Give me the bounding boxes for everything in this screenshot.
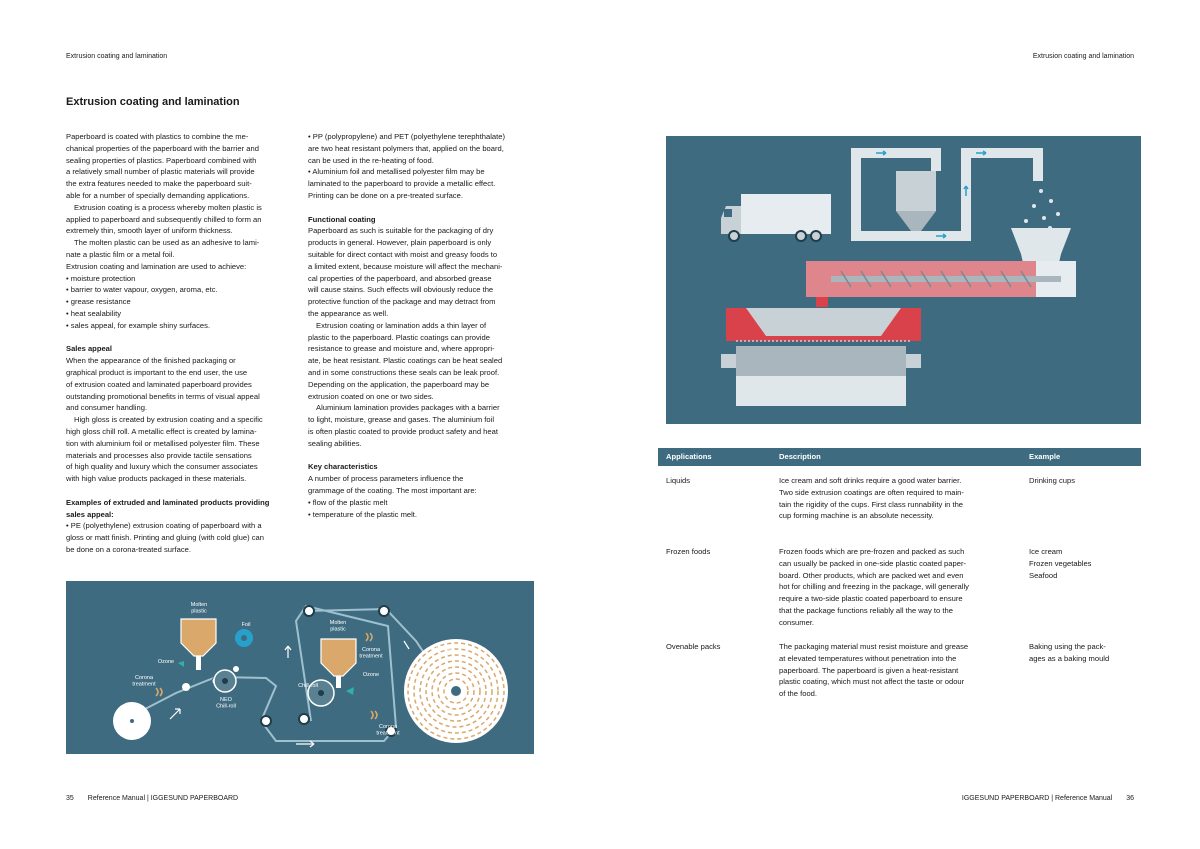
text-line: Depending on the application, the paperboard may be bbox=[308, 379, 490, 389]
text-line: chanical properties of the paperboard with the barrier and bbox=[66, 143, 259, 153]
text-line: • PP (polypropylene) and PET (polyethylene terephthalate) bbox=[308, 132, 505, 141]
text-line: able for a number of specially demanding applications. bbox=[66, 190, 250, 200]
text-line: products in general. However, plain paperboard is only bbox=[308, 238, 492, 248]
text-line: the extra features needed to make the paperboard suit- bbox=[66, 179, 252, 189]
silo-icon bbox=[896, 171, 936, 231]
cell-description: Frozen foods which are pre-frozen and packed as such can usually be packed in one-side plastic coated paper- board. Other products, which are packed wet and even hot for chilling and freezing in the package, will generally require a two-side plastic coated paperboard to ensure that the package functions reliably all the way to the consumer. bbox=[779, 547, 969, 627]
text-line: applied to paperboard and subsequently chilled to form an bbox=[66, 214, 262, 224]
cell-application: Ovenable packs bbox=[666, 642, 721, 651]
text-line: Printing can be done on a pre-treated surface. bbox=[308, 190, 463, 200]
cell-application: Liquids bbox=[666, 476, 691, 485]
text-line: Extrusion coating is a process whereby molten plastic is bbox=[74, 202, 262, 212]
table-row bbox=[658, 546, 1141, 641]
text-line: Paperboard as such is suitable for the packaging of dry bbox=[308, 226, 494, 236]
text-line: a relatively small number of plastic materials will provide bbox=[66, 167, 255, 177]
text-line: suitable for direct contact with moist and greasy foods to bbox=[308, 249, 498, 259]
text-line: and in some constructions these seals can be leak proof. bbox=[308, 367, 500, 377]
table-row bbox=[658, 475, 1141, 546]
text-line: of high quality and luxury which the consumer associates bbox=[66, 462, 258, 472]
text-line: resistance to grease and moisture and, where appropri- bbox=[308, 344, 495, 354]
label-ozone-1: Ozone bbox=[157, 659, 175, 665]
label-neo-chill: NEO Chill-roll bbox=[216, 697, 236, 710]
text-line: • PE (polyethylene) extrusion coating of paperboard with a bbox=[66, 521, 262, 531]
text-line: sealing abilities. bbox=[308, 438, 362, 448]
text-line: plastic to the paperboard. Plastic coatings can provide bbox=[308, 332, 490, 342]
footer-right-text: IGGESUND PAPERBOARD | Reference Manual bbox=[961, 795, 1113, 802]
label-corona-3: Corona treatment bbox=[376, 724, 400, 737]
text-line: When the appearance of the finished packaging or bbox=[66, 356, 236, 366]
label-molten-plastic-2: Molten plastic bbox=[329, 620, 347, 633]
text-line: High gloss is created by extrusion coating and a specific bbox=[74, 415, 263, 425]
page-title: Extrusion coating and lamination bbox=[66, 96, 240, 108]
label-molten-plastic-1: Molten plastic bbox=[190, 602, 208, 615]
molten-plastic-hopper-2-icon bbox=[321, 639, 356, 676]
label-ozone-2: Ozone bbox=[362, 672, 380, 678]
text-line: will cause stains. Such effects will obviously reduce the bbox=[308, 285, 494, 295]
text-line: laminated to the paperboard to provide a metallic effect. bbox=[308, 179, 496, 189]
cell-example: Ice cream Frozen vegetables Seafood bbox=[1029, 547, 1092, 580]
text-line: protective function of the package and may detract from bbox=[308, 297, 496, 307]
text-line: sales appeal: bbox=[66, 509, 114, 519]
text-line: A number of process parameters influence the bbox=[308, 474, 464, 484]
text-line: Paperboard is coated with plastics to combine the me- bbox=[66, 132, 249, 141]
text-line: cal properties of the paperboard, and absorbed grease bbox=[308, 273, 492, 283]
cell-description: Ice cream and soft drinks require a good water barrier. Two side extrusion coatings are often required to main- tain the rigidity of the cups. First class runnability in the cup forming machine is an absolute necessity. bbox=[779, 476, 964, 521]
header-example: Example bbox=[1029, 452, 1061, 462]
text-line: • temperature of the plastic melt. bbox=[308, 509, 418, 519]
text-line: ate, be heat resistant. Plastic coatings can be heat sealed bbox=[308, 356, 503, 366]
text-line: are two heat resistant polymers that, applied on the board, bbox=[308, 143, 504, 153]
label-reel-up: Reel up bbox=[433, 646, 453, 652]
text-line: be done on a corona-treated surface. bbox=[66, 544, 191, 554]
text-line: Extrusion coating or lamination adds a thin layer of bbox=[316, 320, 487, 330]
footer-right bbox=[962, 795, 1134, 802]
section-heading: Functional coating bbox=[308, 214, 376, 224]
text-line: sealing properties of plastics. Paperboard combined with bbox=[66, 155, 257, 165]
text-line: nate a plastic film or a metal foil. bbox=[66, 249, 175, 259]
text-line: high gloss chill roll. A metallic effect is created by lamina- bbox=[66, 426, 257, 436]
text-line: graphical product is important to the end user, the use bbox=[66, 367, 248, 377]
text-line: • flow of the plastic melt bbox=[308, 497, 388, 507]
text-line: tion with aluminium foil or metallised polyester film. These bbox=[66, 438, 260, 448]
text-line: a limited extent, because moisture will affect the mechani- bbox=[308, 261, 503, 271]
molten-plastic-hopper-icon bbox=[181, 619, 216, 656]
section-heading: Key characteristics bbox=[308, 462, 378, 472]
lamination-process-diagram bbox=[66, 581, 534, 754]
text-line: The molten plastic can be used as an adhesive to lami- bbox=[74, 238, 260, 248]
text-line: extrusion coated on one or two sides. bbox=[308, 391, 434, 401]
text-line: • Aluminium foil and metallised polyester film may be bbox=[308, 167, 485, 177]
text-line: the appearance as well. bbox=[308, 308, 389, 318]
chill-roll bbox=[736, 346, 906, 376]
footer-left bbox=[66, 795, 238, 802]
cell-example: Drinking cups bbox=[1029, 476, 1076, 485]
page-number-left: 35 bbox=[66, 795, 74, 802]
header-applications: Applications bbox=[666, 452, 712, 462]
running-header-right: Extrusion coating and lamination bbox=[1032, 53, 1134, 60]
text-line: grammage of the coating. The most important are: bbox=[308, 485, 477, 495]
applications-table bbox=[658, 448, 1141, 700]
text-line: outstanding promotional benefits in terms of visual appeal bbox=[66, 391, 260, 401]
reel-up-icon bbox=[404, 639, 508, 743]
text-line: gloss or matt finish. Printing and gluing (with cold glue) can bbox=[66, 533, 264, 543]
extruder-illustration bbox=[666, 136, 1141, 424]
text-line: is often plastic coated to provide product safety and heat bbox=[308, 426, 498, 436]
label-foil: Foil bbox=[241, 622, 251, 628]
section-heading: Examples of extruded and laminated products providing bbox=[66, 497, 270, 507]
text-line: materials and processes also provide tactile sensations bbox=[66, 450, 252, 460]
section-heading: Sales appeal bbox=[66, 344, 113, 354]
text-line: extremely thin, smooth layer of uniform thickness. bbox=[66, 226, 233, 236]
text-line: • grease resistance bbox=[66, 297, 131, 307]
cell-description: The packaging material must resist moisture and grease at elevated temperatures without penetration into the paperboard. The paperboard is given a heat-resistant plastic coating, which must not affect the taste or odour of the food. bbox=[779, 642, 969, 699]
text-line: Extrusion coating and lamination are used to achieve: bbox=[66, 261, 247, 271]
table-row bbox=[658, 641, 1141, 700]
text-line: • barrier to water vapour, oxygen, aroma, etc. bbox=[66, 285, 218, 295]
text-column-1 bbox=[66, 131, 294, 556]
running-header-left: Extrusion coating and lamination bbox=[66, 53, 168, 60]
text-column-2 bbox=[308, 131, 534, 520]
text-line: and consumer handling. bbox=[66, 403, 148, 413]
text-line: can be used in the re-heating of food. bbox=[308, 155, 434, 165]
cell-application: Frozen foods bbox=[666, 547, 711, 556]
text-line: to light, moisture, grease and gases. The aluminium foil bbox=[308, 415, 495, 425]
truck-icon bbox=[721, 194, 831, 241]
footer-left-text: Reference Manual | IGGESUND PAPERBOARD bbox=[87, 795, 239, 802]
table-header bbox=[658, 448, 1141, 466]
cell-example: Baking using the pack- ages as a baking mould bbox=[1029, 642, 1110, 663]
text-line: Aluminium lamination provides packages with a barrier bbox=[316, 403, 500, 413]
text-line: • sales appeal, for example shiny surfaces. bbox=[66, 320, 211, 330]
page-number-right: 36 bbox=[1126, 795, 1134, 802]
text-line: • heat sealability bbox=[66, 308, 122, 318]
header-description: Description bbox=[779, 452, 821, 462]
text-line: • moisture protection bbox=[66, 273, 136, 283]
text-line: with high value products packaged in these materials. bbox=[66, 474, 247, 484]
label-chill-roll: Chill-roll bbox=[298, 683, 318, 689]
text-line: of extrusion coated and laminated paperboard provides bbox=[66, 379, 252, 389]
label-corona-2: Corona treatment bbox=[359, 647, 383, 660]
label-corona-1: Corona treatment bbox=[132, 675, 156, 688]
